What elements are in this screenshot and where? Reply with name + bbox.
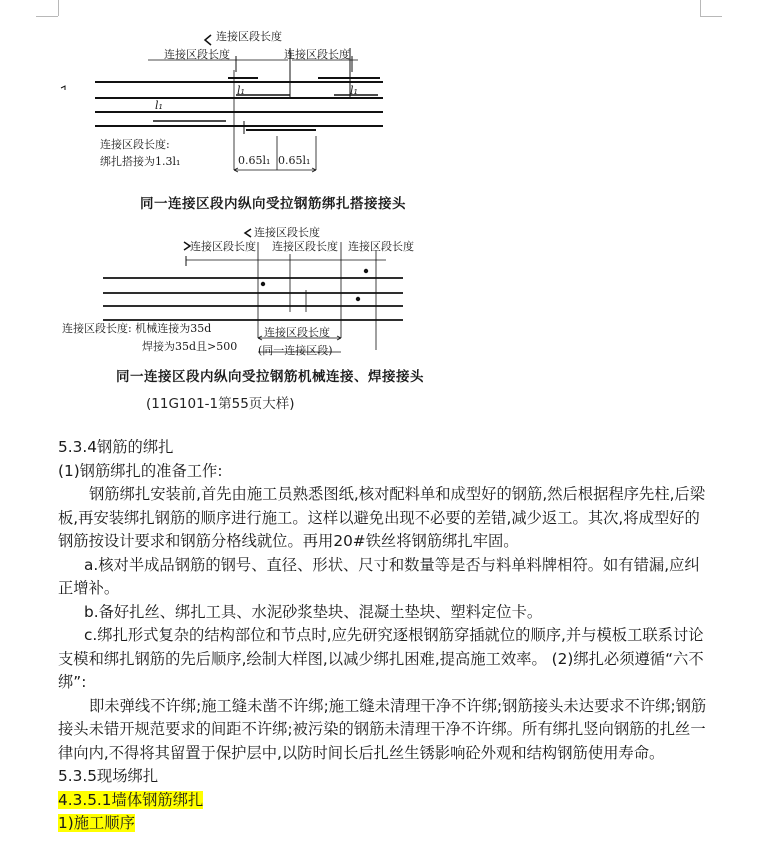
list-item: (1)钢筋绑扎的准备工作:	[58, 461, 223, 480]
fig2-label: 连接区段长度	[190, 240, 256, 253]
fig2-note-line1: 连接区段长度: 机械连接为35d	[62, 322, 212, 335]
fig1-lap-marker: l₁	[237, 84, 245, 97]
fig1-top-label: 连接区段长度	[216, 30, 282, 43]
fig1-dim: 0.65l₁	[238, 154, 271, 167]
arrow-left-mark	[205, 35, 211, 45]
figure-drawing	[58, 20, 448, 415]
document-body	[58, 436, 708, 836]
fig2-top-label: 连接区段长度	[254, 226, 320, 239]
fig2-label: 连接区段长度	[348, 240, 414, 253]
crop-mark-top-right	[700, 0, 701, 16]
fig1-lap-marker: l₁	[350, 84, 358, 97]
fig1-right-label: 连接区段长度	[284, 48, 350, 61]
fig2-note-line2: 焊接为35d且>500	[142, 340, 238, 353]
fig2-inner-label: 连接区段长度	[264, 326, 330, 339]
fig1-note-line2: 绑扎搭接为1.3l₁	[100, 155, 181, 168]
crop-mark-top-left	[36, 16, 58, 17]
crop-mark-top-right	[700, 16, 722, 17]
paragraph: c.绑扎形式复杂的结构部位和节点时,应先研究逐根钢筋穿插就位的顺序,并与模板工联系讨论支模和绑扎钢筋的先后顺序,绘制大样图,以减少绑扎困难,提高施工效率。 (2)绑扎必须遵循“六不绑”:	[58, 626, 704, 691]
fig1-dim: 0.65l₁	[278, 154, 311, 167]
fig1-left-label: 连接区段长度	[164, 48, 230, 61]
crop-mark-top-left	[58, 0, 59, 16]
paragraph: b.备好扎丝、绑扎工具、水泥砂浆垫块、混凝土垫块、塑料定位卡。	[84, 602, 543, 621]
section-heading: 5.3.4钢筋的绑扎	[58, 438, 174, 456]
fig1-caption: 同一连接区段内纵向受拉钢筋绑扎搭接接头	[140, 196, 406, 212]
fig1-lap-marker: l₁	[155, 99, 163, 112]
paragraph: 即未弹线不许绑;施工缝未凿不许绑;施工缝未清理干净不许绑;钢筋接头未达要求不许绑;钢筋接头未错开规范要求的间距不许绑;被污染的钢筋未清理干净不许绑。所有绑扎竖向钢筋的扎丝一律向内,不得将其留置于保护层中,以防时间长后扎丝生锈影响砼外观和结构钢筋使用寿命。	[58, 696, 707, 762]
section-heading: 5.3.5现场绑扎	[58, 767, 159, 785]
paragraph: 钢筋绑扎安装前,首先由施工员熟悉图纸,核对配料单和成型好的钢筋,然后根据程序先柱,后梁板,再安装绑扎钢筋的顺序进行施工。这样以避免出现不必要的差错,减少返工。其次,将成型好的钢筋按设计要求和钢筋分格线就位。再用20#铁丝将钢筋绑扎牢固。	[58, 485, 706, 550]
paragraph: a.核对半成品钢筋的钢号、直径、形状、尺寸和数量等是否与料单料牌相符。如有错漏,应纠正增补。	[58, 555, 700, 597]
fig2-label: 连接区段长度	[272, 240, 338, 253]
rebar-splice-figure	[58, 20, 448, 415]
fig1-note-line1: 连接区段长度:	[100, 138, 170, 151]
fig2-caption: 同一连接区段内纵向受拉钢筋机械连接、焊接接头	[116, 369, 424, 385]
figure-source-note: (11G101-1第55页大样)	[146, 396, 295, 412]
subsection-heading: 1)施工顺序	[58, 814, 135, 832]
subsection-heading: 4.3.5.1墙体钢筋绑扎	[58, 790, 204, 809]
fig2-inner-bracket: (同一连接区段)	[258, 344, 333, 357]
